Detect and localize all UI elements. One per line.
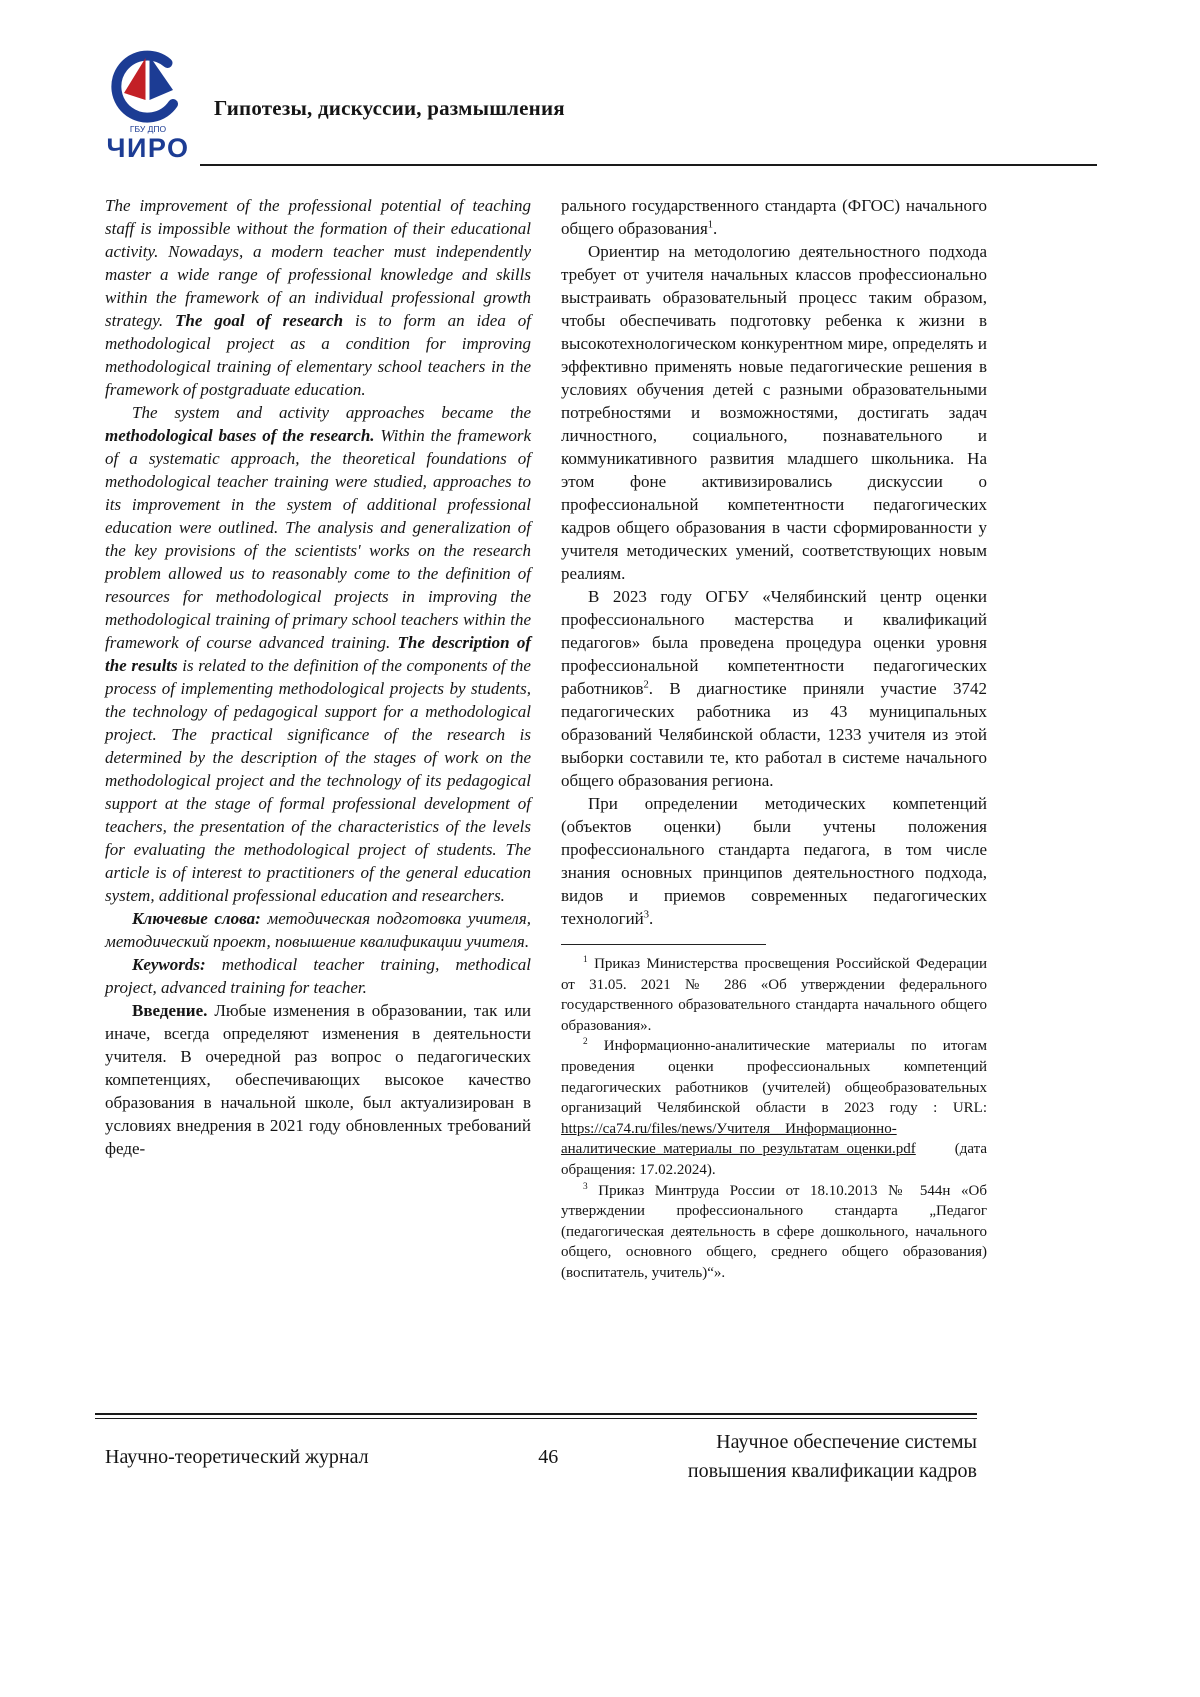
chiro-logo-graphic: [100, 46, 196, 164]
keywords-en: [105, 953, 536, 999]
footer-rule-thick: [95, 1413, 977, 1415]
text-run: . В диагностике приняли участие 3742 педагогических работника из 43 муниципальных образований Челябинской области, 1233 учителя из этой выборки составили те, кто работал в системе начального общего образования региона.: [561, 679, 992, 790]
text-run: При определении методических компетенций (объектов оценки) были учтены положения профессионального стандарта педагога, в том числе знания основных принципов деятельностного подхода, видов и приемов современных педагогических технологий: [561, 794, 992, 928]
text-run: The description of the results: [105, 633, 536, 675]
footnote-number: 2: [583, 1037, 588, 1048]
footnote-url-link[interactable]: https://ca74.ru/files/news/Учителя__Информационно-аналитические_материалы_по_результатам_оценки.pdf: [561, 1120, 916, 1158]
keywords-ru: [105, 907, 536, 953]
text-run: Within the framework of a systematic approach, the theoretical foundations of methodological teacher training were studied, approaches to its improvement in the system of additional professional education were outlined. The analysis and generalization of the key provisions of the scientists' works on the research problem allowed us to reasonably come to the definition of resources for methodological projects in improving the methodological training of primary school teachers within the framework of course advanced training.: [105, 426, 536, 652]
introduction-2: [561, 240, 992, 585]
footnote-number: 3: [583, 1181, 588, 1192]
footnote-2: [561, 1036, 991, 1180]
introduction-1: [105, 999, 536, 1160]
introduction-1-continued: [561, 194, 992, 240]
footer-right-text: [688, 1428, 977, 1486]
article-body: [105, 194, 992, 1284]
journal-name: Научно-теоретический журнал: [105, 1445, 369, 1468]
page-number: 46: [538, 1445, 559, 1468]
text-run: Приказ Министерства просвещения Российской Федерации от 31.05. 2021 № 286 «Об утверждении федерального государственного образовательного стандарта начального общего образования».: [561, 956, 991, 1034]
chiro-logo: [100, 46, 196, 164]
right-column: [561, 194, 992, 1284]
text-run: Информационно-аналитические материалы по итогам проведения оценки профессиональных компетенций педагогических работников (учителей) общеобразовательных организаций Челябинской области в 2023 году : URL:: [561, 1038, 991, 1117]
footnote-ref-2: 2: [643, 679, 649, 691]
text-run: methodical teacher training, methodical project, advanced training for teacher.: [105, 955, 536, 997]
logo-subtext: ГБУ ДПО: [129, 124, 167, 134]
left-column: [105, 194, 536, 1284]
keywords-en-label: Keywords:: [132, 955, 206, 974]
footnote-ref-3: 3: [643, 909, 650, 921]
footer-right-line2: повышения квалификации кадров: [687, 1460, 977, 1482]
footer-right-line1: Научное обеспечение системы: [716, 1431, 977, 1453]
introduction-3: [561, 585, 992, 792]
text-run: (дата обращения: 17.02.2024).: [561, 1141, 991, 1178]
footer-rule-thin: [95, 1418, 977, 1419]
text-run: .: [713, 219, 718, 238]
text-run: is related to the definition of the components of the process of implementing methodological projects by students, the technology of pedagogical support for a methodological project. The practical significance of the research is determined by the description of the stages of work on the methodological project and the technology of its pedagogical support at the stage of formal professional development of teachers, the presentation of the characteristics of the levels for evaluating the methodological project of students. The article is of interest to practitioners of the general education system, additional professional education and researchers.: [105, 656, 536, 905]
footnote-3: [561, 1181, 991, 1284]
abstract-en-1: [105, 194, 536, 401]
text-run: The goal of research: [175, 311, 344, 330]
footnote-1: [561, 954, 991, 1036]
header-rule: [200, 164, 1097, 166]
footnote-separator: [561, 944, 766, 945]
introduction-label: Введение.: [132, 1001, 208, 1020]
footnote-number: 1: [583, 955, 588, 965]
text-run: methodological bases of the research.: [105, 426, 375, 445]
footnotes-block: [561, 954, 991, 1284]
text-run: рального государственного стандарта (ФГОС) начального общего образования: [561, 196, 992, 238]
introduction-4: [561, 792, 992, 930]
footnote-ref-1: 1: [707, 219, 714, 231]
text-run: is to form an idea of methodological project as a condition for improving methodological training of elementary school teachers in the framework of postgraduate education.: [105, 311, 536, 399]
logo-text: ЧИРО: [106, 133, 190, 163]
text-run: Приказ Минтруда России от 18.10.2013 № 544н «Об утверждении профессионального стандарта „Педагог (педагогическая деятельность в сфере дошкольного, начального общего, основного общего, среднего общего образования) (воспитатель, учитель)“».: [561, 1182, 991, 1281]
text-run: методическая подготовка учителя, методический проект, повышение квалификации учителя.: [105, 909, 536, 951]
text-run: The system and activity approaches became the: [132, 403, 536, 422]
text-run: Ориентир на методологию деятельностного подхода требует от учителя начальных классов профессионально выстраивать образовательный процесс таким образом, чтобы обеспечивать подготовку ребенка к жизни в высокотехнологическом конкурентном мире, определять и эффективно применять новые педагогические решения в условиях обучения детей с разными образовательными потребностями и возможностями, достигать задач личностного, социального, познавательного и коммуникативного развития младшего школьника. На этом фоне активизировались дискуссии о профессиональной компетентности педагогических кадров общего образования в части сформированности у учителя методических умений, соответствующих новым реалиям.: [561, 242, 992, 583]
right-column-text: [561, 194, 992, 930]
text-run: В 2023 году ОГБУ «Челябинский центр оценки профессионального мастерства и квалификаций педагогов» была проведена процедура оценки уровня профессиональной компетентности педагогических работников: [561, 587, 992, 698]
text-run: .: [649, 909, 654, 928]
text-run: The improvement of the professional potential of teaching staff is impossible without the formation of their educational activity. Nowadays, a modern teacher must independently master a wide range of professional knowledge and skills within the framework of an individual professional growth strategy.: [105, 196, 536, 330]
keywords-ru-label: Ключевые слова:: [132, 909, 261, 928]
text-run: Любые изменения в образовании, так или иначе, всегда определяют изменения в деятельности учителя. В очередной раз вопрос о педагогических компетенциях, обеспечивающих высокое качество образования в начальной школе, был актуализирован в условиях внедрения в 2021 году обновленных требований феде-: [105, 1001, 536, 1158]
running-head: Гипотезы, дискуссии, размышления: [214, 96, 565, 120]
page-footer: [95, 1428, 977, 1486]
abstract-en-2: [105, 401, 536, 907]
